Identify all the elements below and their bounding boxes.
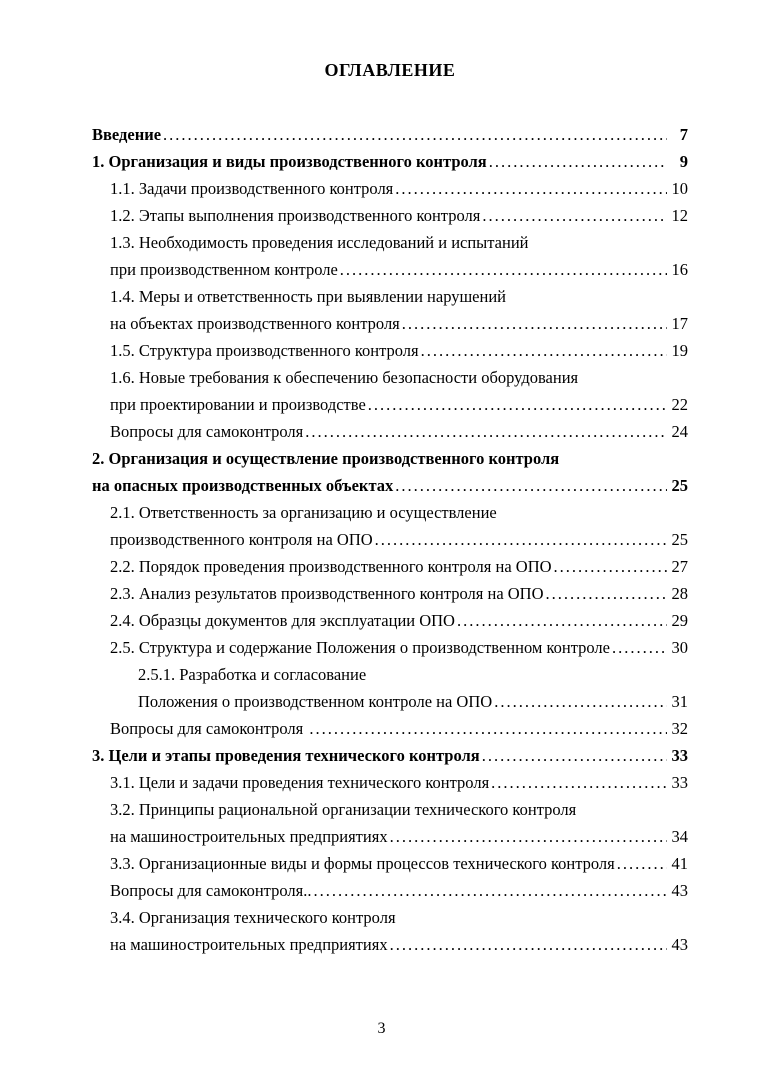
toc-entry-line [92, 796, 688, 823]
toc-entry-line [92, 472, 688, 499]
toc-entry-page: 29 [671, 611, 688, 630]
toc-entry-line [92, 175, 688, 202]
toc-entry-text: 1.4. Меры и ответственность при выявлении нарушений [110, 287, 506, 306]
dot-leader [163, 121, 667, 148]
toc-entry-line [92, 499, 688, 526]
toc-entry-line [92, 364, 688, 391]
toc-entry-page: 24 [671, 422, 688, 441]
dot-leader [421, 337, 667, 364]
toc-entry-page: 10 [671, 179, 688, 198]
toc-entry-text: при проектировании и производстве [110, 395, 366, 414]
toc-entry-page: 31 [671, 692, 688, 711]
toc-entry-text: Вопросы для самоконтроля.. [110, 881, 312, 900]
toc-entry-page: 9 [679, 152, 688, 171]
toc-entry-line [92, 715, 688, 742]
toc-entry-page: 25 [671, 476, 688, 495]
page-number: 3 [377, 1020, 386, 1037]
page-title: ОГЛАВЛЕНИЕ [324, 60, 456, 80]
toc-entry-text: 2.3. Анализ результатов производственного контроля на ОПО [110, 584, 544, 603]
toc-entry-line [92, 661, 688, 688]
toc-entry-line [92, 580, 688, 607]
toc-entry-line [92, 904, 688, 931]
toc-entry-page: 28 [671, 584, 688, 603]
toc-entry-page: 16 [671, 260, 688, 279]
toc-entry-page: 7 [679, 125, 688, 144]
toc-entry-page: 27 [671, 557, 688, 576]
toc-entry-text: производственного контроля на ОПО [110, 530, 373, 549]
toc-entry-text: 3.1. Цели и задачи проведения технического контроля [110, 773, 490, 792]
toc-entry-text: при производственном контроле [110, 260, 338, 279]
dot-leader [554, 553, 667, 580]
toc-entry-line [92, 256, 688, 283]
toc-entry-page: 33 [671, 746, 688, 765]
dot-leader [309, 715, 667, 742]
dot-leader [368, 391, 667, 418]
dot-leader [375, 526, 667, 553]
toc-entry-line [92, 283, 688, 310]
toc-entry-line [92, 823, 688, 850]
toc-entry-line [92, 337, 688, 364]
toc-entry-page: 32 [671, 719, 688, 738]
toc-entry-text: на объектах производственного контроля [110, 314, 400, 333]
toc-entry-text: Введение [92, 125, 162, 144]
toc-entry-text: 3.2. Принципы рациональной организации технического контроля [110, 800, 577, 819]
dot-leader [305, 418, 667, 445]
toc-entry-line [92, 310, 688, 337]
toc-entry-text: 1.6. Новые требования к обеспечению безопасности оборудования [110, 368, 579, 387]
toc-entry-page: 33 [671, 773, 688, 792]
toc-entry-text: 3.3. Организационные виды и формы процессов технического контроля [110, 854, 615, 873]
toc-entry-text: 3.4. Организация технического контроля [110, 908, 396, 927]
toc-entry-text: 1.2. Этапы выполнения производственного контроля [110, 206, 481, 225]
dot-leader [340, 256, 667, 283]
toc-entry-line [92, 148, 688, 175]
dot-leader [395, 175, 667, 202]
toc-entry-page: 41 [671, 854, 688, 873]
dot-leader [546, 580, 667, 607]
toc-entry-text: 1.3. Необходимость проведения исследований и испытаний [110, 233, 529, 252]
dot-leader [457, 607, 667, 634]
toc-entry-line [92, 418, 688, 445]
toc-entry-line [92, 877, 688, 904]
toc-entry-text: 2. Организация и осуществление производственного контроля [92, 449, 560, 468]
toc-entry-text: 2.2. Порядок проведения производственного контроля на ОПО [110, 557, 552, 576]
dot-leader [395, 472, 667, 499]
toc-entry-text: 2.1. Ответственность за организацию и осуществление [110, 503, 497, 522]
toc-entry-text: на опасных производственных объектах [92, 476, 394, 495]
dot-leader [402, 310, 667, 337]
toc-entry-page: 19 [671, 341, 688, 360]
toc-entry-text: 3. Цели и этапы проведения технического контроля [92, 746, 480, 765]
dot-leader [482, 202, 667, 229]
toc-entry-line [92, 607, 688, 634]
toc-entry-text: 2.5.1. Разработка и согласование [138, 665, 367, 684]
dot-leader [612, 634, 667, 661]
toc-entry-text: 2.4. Образцы документов для эксплуатации ОПО [110, 611, 455, 630]
toc-entry-line [92, 850, 688, 877]
toc-entry-page: 30 [671, 638, 688, 657]
dot-leader [390, 931, 667, 958]
toc-entry-line [92, 526, 688, 553]
toc-entry-text: 2.5. Структура и содержание Положения о производственном контроле [110, 638, 610, 657]
toc-entry-line [92, 553, 688, 580]
toc-entry-page: 25 [671, 530, 688, 549]
dot-leader [494, 688, 667, 715]
toc-entry-text: Положения о производственном контроле на ОПО [138, 692, 493, 711]
table-of-contents [92, 121, 688, 958]
toc-entry-line [92, 121, 688, 148]
toc-entry-text: на машиностроительных предприятиях [110, 935, 388, 954]
dot-leader [390, 823, 667, 850]
toc-entry-page: 22 [671, 395, 688, 414]
toc-entry-page: 12 [671, 206, 688, 225]
toc-entry-line [92, 688, 688, 715]
toc-entry-line [92, 445, 688, 472]
dot-leader [482, 742, 667, 769]
toc-entry-page: 43 [671, 935, 688, 954]
toc-entry-line [92, 391, 688, 418]
toc-entry-page: 34 [671, 827, 688, 846]
toc-entry-text: Вопросы для самоконтроля [110, 422, 304, 441]
toc-entry-text: 1. Организация и виды производственного контроля [92, 152, 487, 171]
toc-entry-text: 1.1. Задачи производственного контроля [110, 179, 394, 198]
toc-entry-page: 17 [671, 314, 688, 333]
toc-entry-line [92, 634, 688, 661]
toc-entry-line [92, 769, 688, 796]
dot-leader [313, 877, 667, 904]
toc-entry-line [92, 229, 688, 256]
toc-entry-text: на машиностроительных предприятиях [110, 827, 388, 846]
toc-entry-line [92, 931, 688, 958]
toc-entry-page: 43 [671, 881, 688, 900]
dot-leader [617, 850, 667, 877]
toc-entry-line [92, 742, 688, 769]
dot-leader [489, 148, 667, 175]
toc-entry-line [92, 202, 688, 229]
dot-leader [491, 769, 667, 796]
toc-entry-text: Вопросы для самоконтроля [110, 719, 308, 738]
toc-entry-text: 1.5. Структура производственного контроля [110, 341, 419, 360]
